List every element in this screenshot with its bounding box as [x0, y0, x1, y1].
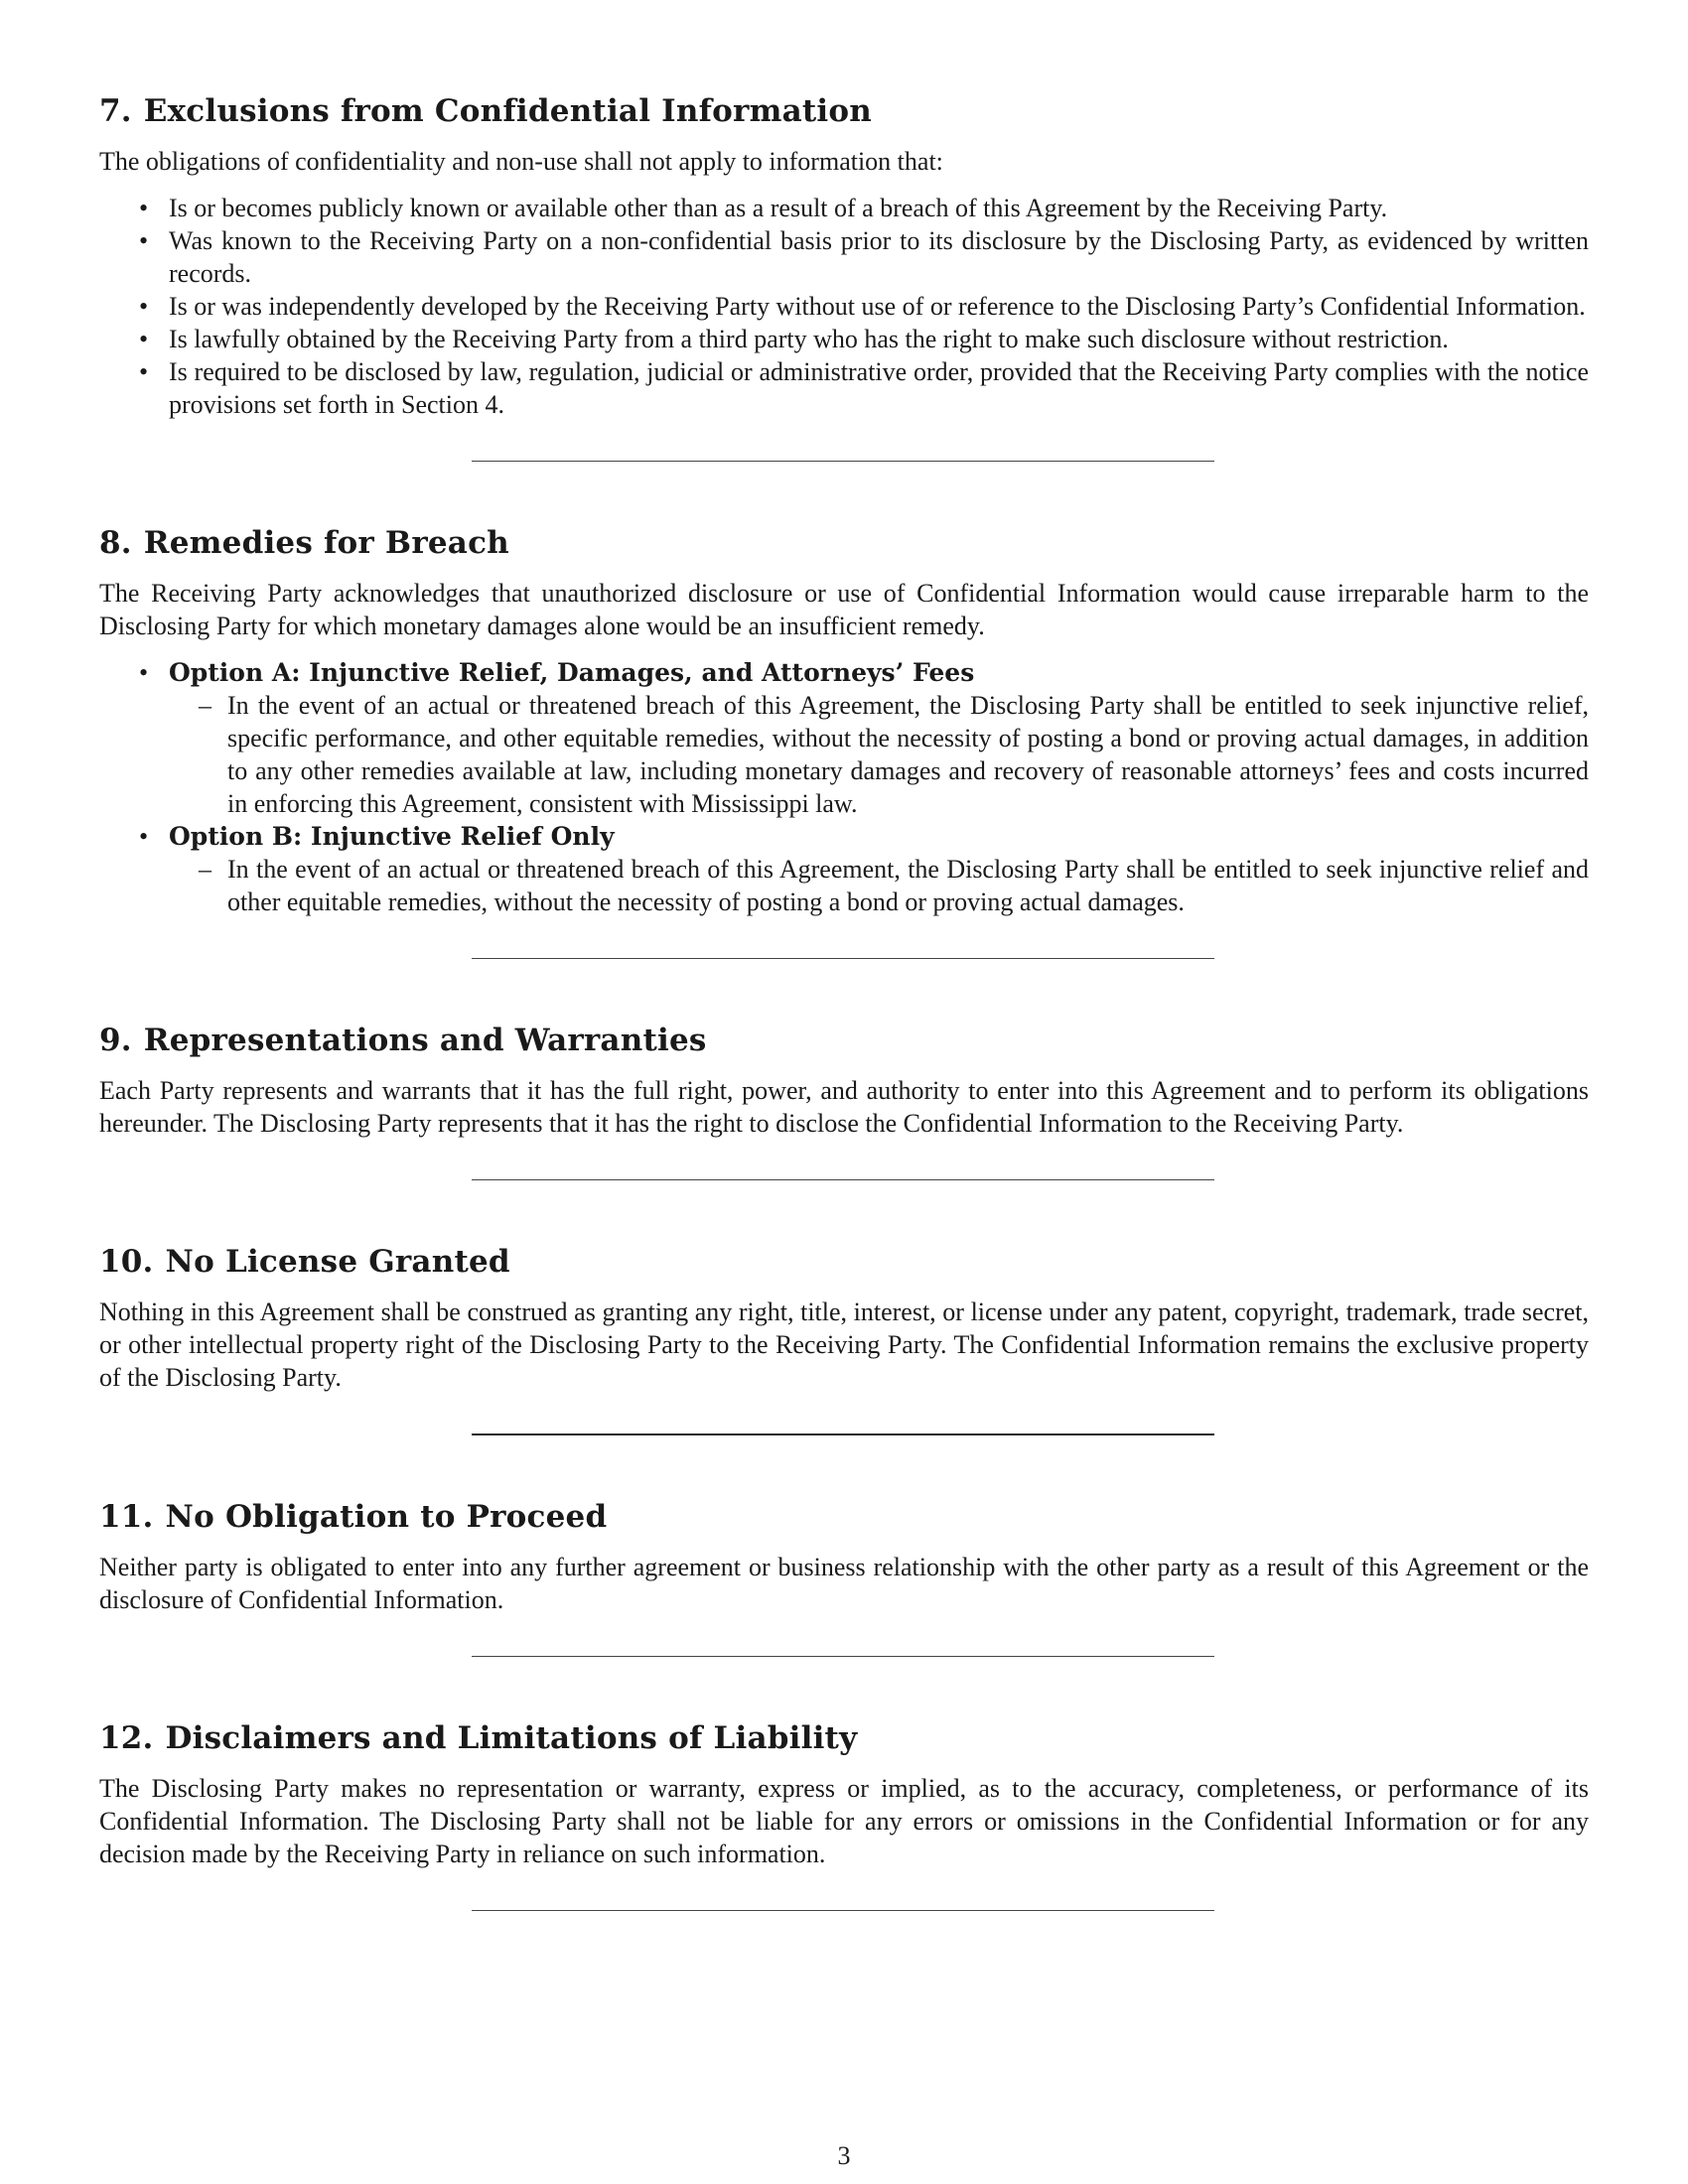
list-item-text: Is required to be disclosed by law, regulation, judicial or administrative order, provided that the Receiving Party complies with the notice provisions set forth in Section 4. — [169, 357, 1589, 419]
bullet-icon: • — [139, 325, 149, 353]
dash-icon: – — [199, 855, 211, 884]
section-number: 12. — [99, 1720, 154, 1756]
section-divider — [472, 1656, 1214, 1657]
option-details — [169, 853, 1589, 918]
section-heading — [99, 1021, 1589, 1060]
section-12 — [99, 1718, 1589, 1870]
section-divider — [472, 1179, 1214, 1180]
bullet-icon: • — [139, 292, 149, 321]
document-page — [99, 91, 1589, 1911]
list-item — [99, 355, 1589, 421]
list-item-text: Is or was independently developed by the Receiving Party without use of or reference to the Disclosing Party’s Confidential Information. — [169, 292, 1586, 321]
option-details — [169, 689, 1589, 820]
section-body: Nothing in this Agreement shall be construed as granting any right, title, interest, or license under any patent, copyright, trademark, trade secret, or other intellectual property right of the Disclosing Party to the Receiving Party. The Confidential Information remains the exclusive property of the Disclosing Party. — [99, 1297, 1589, 1392]
list-item — [99, 323, 1589, 355]
option-item — [99, 656, 1589, 820]
bullet-icon: • — [139, 658, 149, 687]
list-item — [99, 224, 1589, 290]
section-heading — [99, 523, 1589, 563]
option-title: Option A: Injunctive Relief, Damages, and Attorneys’ Fees — [169, 658, 975, 687]
section-title: Exclusions from Confidential Information — [143, 93, 872, 129]
option-item — [99, 820, 1589, 918]
remedy-options-list — [99, 656, 1589, 918]
section-divider — [472, 958, 1214, 959]
bullet-icon: • — [139, 357, 149, 386]
option-text: In the event of an actual or threatened breach of this Agreement, the Disclosing Party shall be entitled to seek injunctive relief and other equitable remedies, without the necessity of posting a bond or proving actual damages. — [227, 855, 1589, 916]
option-text: In the event of an actual or threatened breach of this Agreement, the Disclosing Party shall be entitled to seek injunctive relief, specific performance, and other equitable remedies, without the necessity of posting a bond or proving actual damages, in addition to any other remedies available at law, including monetary damages and recovery of reasonable attorneys’ fees and costs incurred in enforcing this Agreement, consistent with Mississippi law. — [227, 691, 1589, 818]
section-8 — [99, 523, 1589, 918]
section-body: Each Party represents and warrants that it has the full right, power, and authority to enter into this Agreement and to perform its obligations hereunder. The Disclosing Party represents that it has the right to disclose the Confidential Information to the Receiving Party. — [99, 1076, 1589, 1138]
section-title: Remedies for Breach — [143, 525, 509, 561]
list-item-text: Is or becomes publicly known or available other than as a result of a breach of this Agreement by the Receiving Party. — [169, 194, 1388, 222]
bullet-icon: • — [139, 226, 149, 255]
dash-icon: – — [199, 691, 211, 720]
section-body: Neither party is obligated to enter into any further agreement or business relationship with the other party as a result of this Agreement or the disclosure of Confidential Information. — [99, 1553, 1589, 1614]
section-title: No Obligation to Proceed — [165, 1499, 608, 1535]
section-title: Disclaimers and Limitations of Liability — [165, 1720, 858, 1756]
page-number: 3 — [837, 2141, 851, 2170]
list-item — [99, 192, 1589, 224]
section-body: The Disclosing Party makes no representation or warranty, express or implied, as to the accuracy, completeness, or performance of its Confidential Information. The Disclosing Party shall not be liable for any errors or omissions in the Confidential Information or for any decision made by the Receiving Party in reliance on such information. — [99, 1774, 1589, 1868]
section-number: 11. — [99, 1499, 154, 1535]
section-10 — [99, 1242, 1589, 1394]
list-item-text: Is lawfully obtained by the Receiving Party from a third party who has the right to make such disclosure without restriction. — [169, 325, 1449, 353]
section-number: 9. — [99, 1023, 132, 1058]
list-item-text: Was known to the Receiving Party on a non-confidential basis prior to its disclosure by the Disclosing Party, as evidenced by written records. — [169, 226, 1589, 288]
section-number: 7. — [99, 93, 132, 129]
section-intro: The Receiving Party acknowledges that unauthorized disclosure or use of Confidential Information would cause irreparable harm to the Disclosing Party for which monetary damages alone would be an insufficient remedy. — [99, 579, 1589, 640]
section-intro: The obligations of confidentiality and non-use shall not apply to information that: — [99, 147, 943, 176]
section-number: 10. — [99, 1244, 154, 1280]
section-heading — [99, 1242, 1589, 1282]
option-detail — [169, 853, 1589, 918]
section-number: 8. — [99, 525, 132, 561]
section-title: No License Granted — [165, 1244, 510, 1280]
section-9 — [99, 1021, 1589, 1140]
bullet-icon: • — [139, 822, 149, 851]
section-divider — [472, 1433, 1214, 1435]
section-heading — [99, 91, 1589, 131]
option-title: Option B: Injunctive Relief Only — [169, 822, 615, 851]
list-item — [99, 290, 1589, 323]
section-title: Representations and Warranties — [143, 1023, 707, 1058]
section-heading — [99, 1718, 1589, 1758]
section-divider — [472, 1910, 1214, 1911]
section-heading — [99, 1497, 1589, 1537]
exclusions-list — [99, 192, 1589, 421]
section-7 — [99, 91, 1589, 421]
bullet-icon: • — [139, 194, 149, 222]
option-detail — [169, 689, 1589, 820]
section-divider — [472, 461, 1214, 462]
section-11 — [99, 1497, 1589, 1616]
